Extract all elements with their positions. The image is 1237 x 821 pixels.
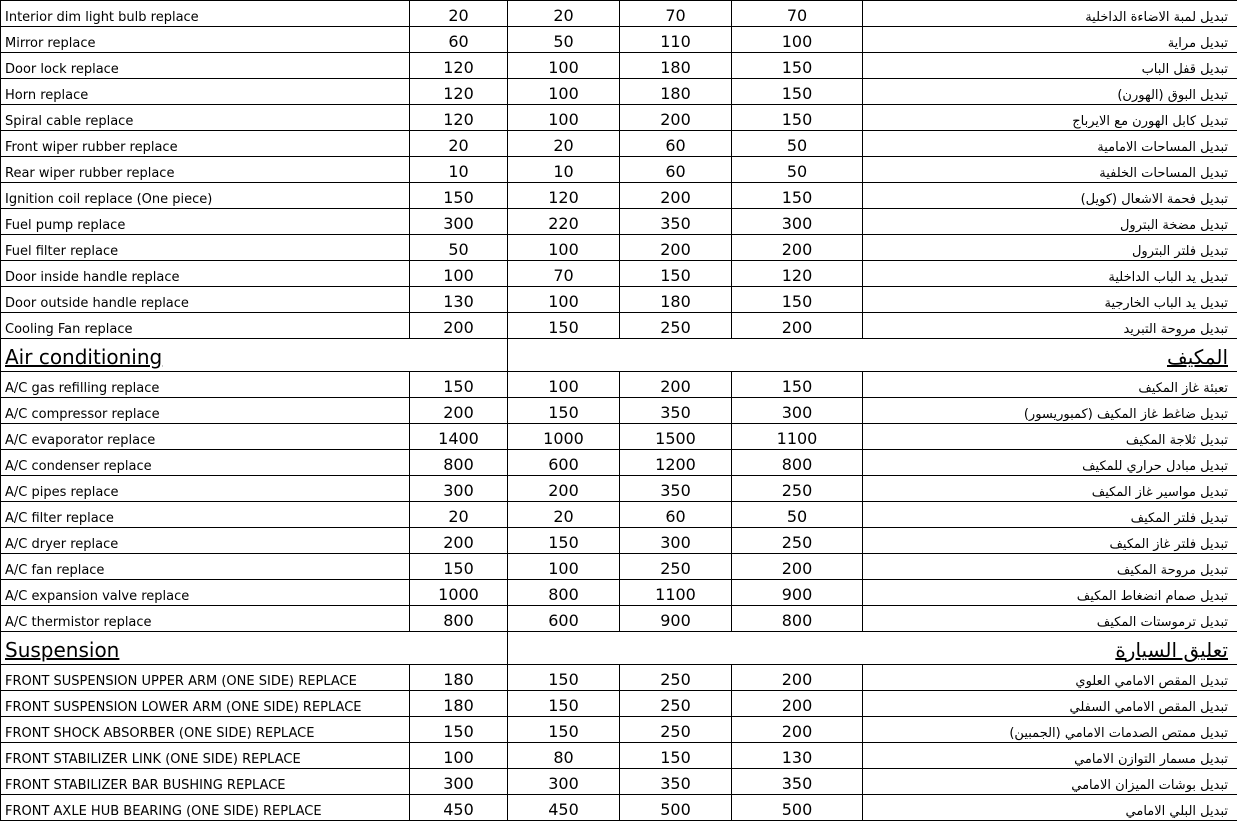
price-cell: 150 [732,287,863,313]
table-row [1,691,1237,717]
price-cell: 150 [732,372,863,398]
price-cell: 500 [620,795,732,821]
table-row [1,502,1237,528]
price-cell: 150 [508,398,620,424]
price-cell: 70 [620,1,732,27]
price-cell: 200 [732,717,863,743]
service-name-ar: تبديل المساحات الخلفية [863,157,1237,183]
price-cell: 1000 [508,424,620,450]
price-cell: 350 [620,769,732,795]
table-row [1,424,1237,450]
table-row [1,398,1237,424]
table-row [1,1,1237,27]
table-row [1,131,1237,157]
price-cell: 100 [410,261,508,287]
price-cell: 250 [620,717,732,743]
price-cell: 500 [732,795,863,821]
service-name-ar: تبديل مضخة البترول [863,209,1237,235]
price-cell: 180 [410,691,508,717]
price-cell: 150 [732,105,863,131]
price-cell: 50 [410,235,508,261]
price-cell: 20 [410,1,508,27]
price-cell: 800 [410,450,508,476]
service-name-ar: تبديل البوق (الهورن) [863,79,1237,105]
service-name-en: A/C dryer replace [1,528,410,554]
table-row [1,209,1237,235]
price-cell: 220 [508,209,620,235]
price-cell: 250 [732,476,863,502]
service-name-en: Door inside handle replace [1,261,410,287]
service-name-en: Rear wiper rubber replace [1,157,410,183]
price-cell: 60 [410,27,508,53]
price-cell: 100 [732,27,863,53]
price-cell: 200 [732,665,863,691]
service-name-ar: تبديل لمبة الاضاءة الداخلية [863,1,1237,27]
price-cell: 50 [508,27,620,53]
table-row [1,261,1237,287]
price-cell: 800 [732,606,863,632]
price-cell: 300 [732,398,863,424]
service-name-ar: تبديل ضاغط غاز المكيف (كمبوريسور) [863,398,1237,424]
service-name-en: FRONT SUSPENSION UPPER ARM (ONE SIDE) REPLACE [1,665,410,691]
price-cell: 50 [732,502,863,528]
price-cell: 300 [732,209,863,235]
price-cell: 50 [732,157,863,183]
service-name-ar: تبديل مراية [863,27,1237,53]
service-name-en: A/C evaporator replace [1,424,410,450]
price-cell: 300 [620,528,732,554]
price-cell: 150 [732,79,863,105]
table-row [1,53,1237,79]
service-name-en: FRONT STABILIZER BAR BUSHING REPLACE [1,769,410,795]
service-name-en: FRONT AXLE HUB BEARING (ONE SIDE) REPLACE [1,795,410,821]
service-name-ar: تبديل ترموستات المكيف [863,606,1237,632]
price-cell: 900 [620,606,732,632]
service-name-en: A/C pipes replace [1,476,410,502]
service-name-en: A/C compressor replace [1,398,410,424]
price-cell: 150 [620,261,732,287]
price-cell: 350 [620,476,732,502]
table-row [1,27,1237,53]
price-cell: 150 [732,183,863,209]
price-cell: 100 [508,287,620,313]
service-name-ar: تبديل فلتر غاز المكيف [863,528,1237,554]
price-cell: 20 [508,1,620,27]
table-row [1,476,1237,502]
price-cell: 80 [508,743,620,769]
section-title-en: Suspension [1,632,508,665]
table-row [1,157,1237,183]
price-cell: 200 [508,476,620,502]
service-name-ar: تبديل مواسير غاز المكيف [863,476,1237,502]
price-cell: 150 [620,743,732,769]
service-name-ar: تبديل المقص الامامي السفلي [863,691,1237,717]
table-row [1,606,1237,632]
service-name-en: A/C filter replace [1,502,410,528]
price-cell: 200 [732,235,863,261]
price-cell: 70 [508,261,620,287]
service-name-ar: تبديل بوشات الميزان الامامي [863,769,1237,795]
price-cell: 150 [410,717,508,743]
service-name-ar: تعبئة غاز المكيف [863,372,1237,398]
table-row [1,717,1237,743]
price-cell: 100 [508,372,620,398]
table-row [1,372,1237,398]
price-cell: 100 [410,743,508,769]
price-cell: 120 [410,79,508,105]
service-name-en: Mirror replace [1,27,410,53]
price-cell: 60 [620,502,732,528]
table-row [1,183,1237,209]
price-cell: 1100 [620,580,732,606]
price-cell: 120 [410,53,508,79]
price-cell: 600 [508,606,620,632]
price-cell: 150 [732,53,863,79]
service-name-ar: تبديل ممتص الصدمات الامامي (الجمبين) [863,717,1237,743]
price-cell: 200 [732,313,863,339]
price-cell: 200 [410,398,508,424]
price-cell: 1500 [620,424,732,450]
service-name-ar: تبديل مروحة المكيف [863,554,1237,580]
service-name-en: FRONT STABILIZER LINK (ONE SIDE) REPLACE [1,743,410,769]
price-cell: 60 [620,131,732,157]
service-name-en: Front wiper rubber replace [1,131,410,157]
section-header-row [1,632,1237,665]
price-cell: 1200 [620,450,732,476]
price-cell: 20 [508,131,620,157]
price-cell: 20 [410,502,508,528]
service-name-en: A/C expansion valve replace [1,580,410,606]
service-name-ar: تبديل فلتر البترول [863,235,1237,261]
service-name-ar: تبديل البلي الامامي [863,795,1237,821]
table-row [1,580,1237,606]
service-name-ar: تبديل قفل الباب [863,53,1237,79]
service-name-ar: تبديل ثلاجة المكيف [863,424,1237,450]
service-name-ar: تبديل فحمة الاشعال (كويل) [863,183,1237,209]
service-name-en: A/C fan replace [1,554,410,580]
price-cell: 800 [410,606,508,632]
service-name-en: Ignition coil replace (One piece) [1,183,410,209]
section-title-en: Air conditioning [1,339,508,372]
table-row [1,665,1237,691]
service-name-en: A/C gas refilling replace [1,372,410,398]
table-row [1,235,1237,261]
price-cell: 300 [410,769,508,795]
section-header-row [1,339,1237,372]
price-cell: 200 [620,372,732,398]
price-cell: 250 [620,691,732,717]
price-cell: 200 [410,528,508,554]
price-cell: 450 [508,795,620,821]
price-cell: 150 [410,372,508,398]
price-cell: 20 [410,131,508,157]
price-cell: 110 [620,27,732,53]
price-cell: 70 [732,1,863,27]
price-cell: 150 [508,528,620,554]
price-cell: 50 [732,131,863,157]
price-cell: 130 [732,743,863,769]
service-name-en: FRONT SHOCK ABSORBER (ONE SIDE) REPLACE [1,717,410,743]
service-name-ar: تبديل مسمار التوازن الامامي [863,743,1237,769]
price-cell: 100 [508,554,620,580]
price-cell: 180 [620,79,732,105]
price-cell: 1400 [410,424,508,450]
price-cell: 200 [620,235,732,261]
table-row [1,795,1237,821]
table-row [1,769,1237,795]
service-name-ar: تبديل يد الباب الخارجية [863,287,1237,313]
price-cell: 250 [620,313,732,339]
table-row [1,450,1237,476]
service-name-ar: تبديل المقص الامامي العلوي [863,665,1237,691]
price-cell: 1000 [410,580,508,606]
service-name-en: Fuel filter replace [1,235,410,261]
price-cell: 350 [620,398,732,424]
price-cell: 180 [410,665,508,691]
price-cell: 180 [620,53,732,79]
price-cell: 450 [410,795,508,821]
price-cell: 800 [508,580,620,606]
price-cell: 120 [732,261,863,287]
price-cell: 300 [508,769,620,795]
table-row [1,528,1237,554]
service-name-en: Interior dim light bulb replace [1,1,410,27]
service-name-ar: تبديل صمام انضغاط المكيف [863,580,1237,606]
price-cell: 900 [732,580,863,606]
service-name-ar: تبديل مبادل حراري للمكيف [863,450,1237,476]
price-cell: 150 [508,691,620,717]
service-name-en: Door outside handle replace [1,287,410,313]
table-row [1,313,1237,339]
service-name-en: FRONT SUSPENSION LOWER ARM (ONE SIDE) REPLACE [1,691,410,717]
price-cell: 100 [508,79,620,105]
service-name-ar: تبديل فلتر المكيف [863,502,1237,528]
section-title-ar: تعليق السيارة [508,632,1237,665]
price-cell: 800 [732,450,863,476]
table-row [1,105,1237,131]
service-name-en: Door lock replace [1,53,410,79]
price-cell: 250 [620,665,732,691]
price-cell: 10 [410,157,508,183]
price-cell: 150 [508,313,620,339]
service-name-en: Cooling Fan replace [1,313,410,339]
price-cell: 120 [410,105,508,131]
section-title-ar: المكيف [508,339,1237,372]
price-cell: 300 [410,209,508,235]
price-cell: 200 [620,105,732,131]
table-row [1,554,1237,580]
service-name-en: A/C condenser replace [1,450,410,476]
price-cell: 250 [620,554,732,580]
service-name-ar: تبديل مروحة التبريد [863,313,1237,339]
price-cell: 350 [732,769,863,795]
price-cell: 120 [508,183,620,209]
table-row [1,743,1237,769]
price-cell: 200 [732,554,863,580]
service-name-ar: تبديل يد الباب الداخلية [863,261,1237,287]
price-cell: 130 [410,287,508,313]
service-name-en: A/C thermistor replace [1,606,410,632]
price-cell: 10 [508,157,620,183]
service-name-ar: تبديل كابل الهورن مع الايرباج [863,105,1237,131]
price-cell: 350 [620,209,732,235]
price-cell: 100 [508,53,620,79]
price-cell: 20 [508,502,620,528]
price-cell: 200 [620,183,732,209]
price-cell: 150 [410,183,508,209]
price-table-body [1,1,1237,821]
price-cell: 200 [410,313,508,339]
price-cell: 250 [732,528,863,554]
price-cell: 60 [620,157,732,183]
price-cell: 600 [508,450,620,476]
price-cell: 150 [410,554,508,580]
price-cell: 100 [508,105,620,131]
price-cell: 180 [620,287,732,313]
price-cell: 100 [508,235,620,261]
price-cell: 200 [732,691,863,717]
table-row [1,287,1237,313]
service-name-en: Horn replace [1,79,410,105]
price-cell: 300 [410,476,508,502]
service-name-en: Spiral cable replace [1,105,410,131]
price-cell: 150 [508,717,620,743]
service-name-en: Fuel pump replace [1,209,410,235]
service-name-ar: تبديل المساحات الامامية [863,131,1237,157]
price-cell: 1100 [732,424,863,450]
table-row [1,79,1237,105]
price-cell: 150 [508,665,620,691]
